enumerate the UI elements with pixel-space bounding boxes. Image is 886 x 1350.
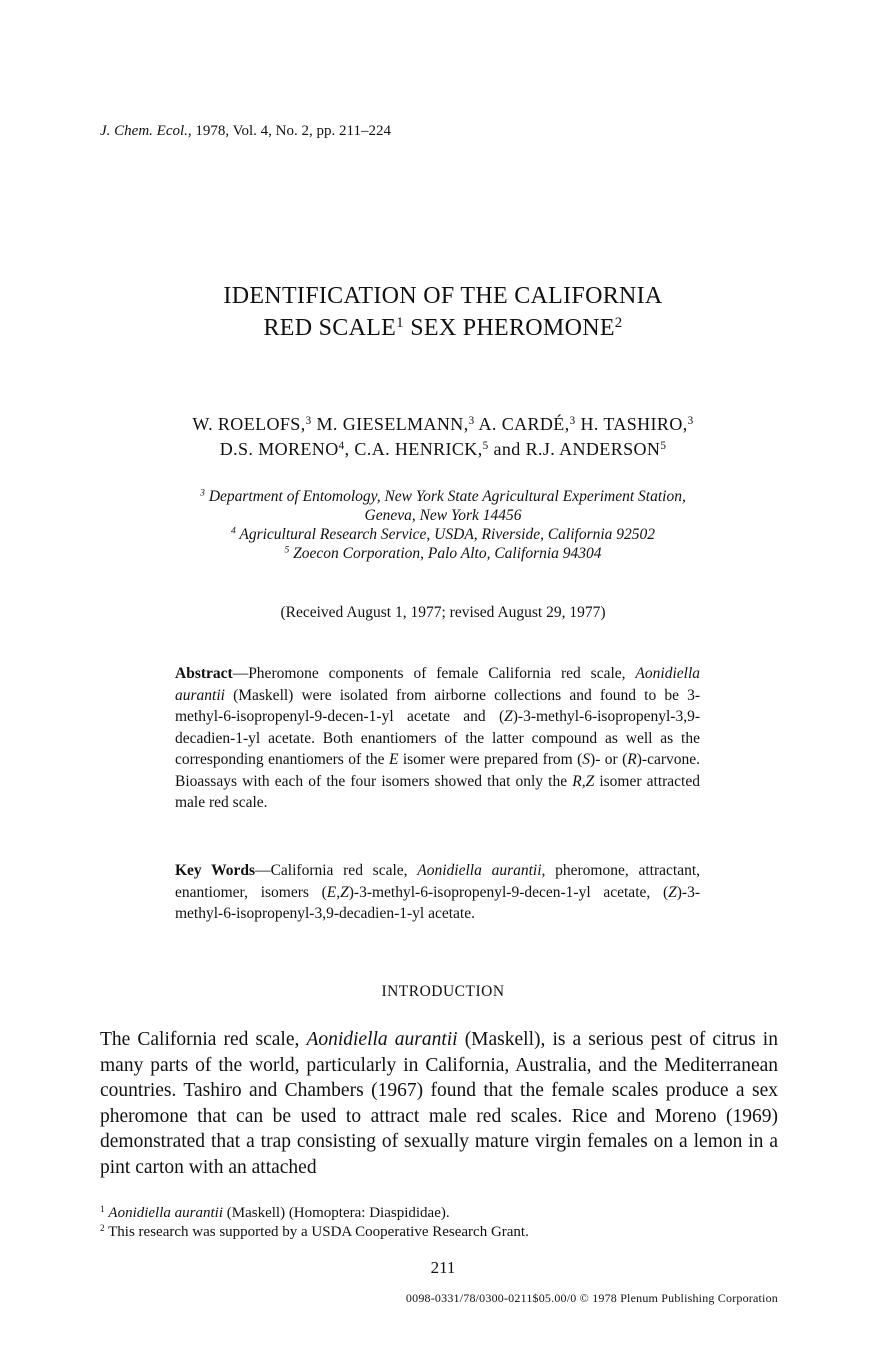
title-line-2: RED SCALE$^1$ SEX PHEROMONE$^2$ — [263, 314, 623, 341]
footnote-ref-1: 1 — [396, 314, 404, 331]
key-words: Key Words—California red scale, Aonidiella aurantii, pheromone, attractant, enantiomer, isomers (E,Z)-3-methyl-6-isopropenyl-9-decen-1-yl acetate, (Z)-3-methyl-6-isopropenyl-3,9-decadien-1-yl acetate. — [175, 862, 701, 922]
journal-citation — [100, 123, 391, 140]
citation-details: , 1978, Vol. 4, No. 2, pp. 211–224 — [187, 123, 391, 139]
footnotes — [100, 1204, 778, 1241]
abstract-label: Abstract — [175, 665, 233, 682]
affiliation-4: $^4$ Agricultural Research Service, USDA, Riverside, California 92502 — [230, 525, 656, 543]
abstract: Abstract—Pheromone components of female California red scale, Aonidiella aurantii (Maskell) were isolated from airborne collections and found to be 3-methyl-6-isopropenyl-9-decen-1-yl acetate and (Z)-3-methyl-6-isopropenyl-3,9-decadien-1-yl acetate. Both enantiomers of the latter compound as well as the corresponding enantiomers of the E isomer were prepared from (S)- or (R)-carvone. Bioassays with each of the four isomers showed that only the R,Z isomer attracted male red scale. — [175, 665, 700, 811]
footnote-ref-2: 2 — [614, 314, 623, 331]
affiliation-5: $^5$ Zoecon Corporation, Palo Alto, California 94304 — [284, 544, 602, 562]
affiliations — [0, 487, 886, 563]
footnote-2: $^2$ This research was supported by a USDA Cooperative Research Grant. — [100, 1223, 529, 1240]
paper-title — [0, 280, 886, 344]
footnote-1: $^1$ Aonidiella aurantii (Maskell) (Homoptera: Diaspididae). — [100, 1204, 450, 1221]
introduction-paragraph: The California red scale, Aonidiella aurantii (Maskell), is a serious pest of citrus in many parts of the world, particularly in California, Australia, and the Mediterranean countries. Tashiro and Chambers (1967) found that the female scales produce a sex pheromone that can be used to attract male red scales. Rice and Moreno (1969) demonstrated that a trap consisting of sexually mature virgin females on a lemon in a pint carton with an attached — [100, 1029, 778, 1178]
section-heading-introduction: INTRODUCTION — [381, 983, 505, 1000]
received-dates: (Received August 1, 1977; revised August 29, 1977) — [280, 604, 606, 621]
page-number: 211 — [430, 1258, 456, 1277]
affiliation-3-cont: Geneva, New York 14456 — [364, 507, 522, 524]
key-words-label: Key Words — [175, 862, 256, 879]
copyright-notice: 0098-0331/78/0300-0211$05.00/0 © 1978 Plenum Publishing Corporation — [405, 1291, 778, 1305]
authors-line-1: W. ROELOFS,$^3$ M. GIESELMANN,$^3$ A. CARDÉ,$^3$ H. TASHIRO,$^3$ — [192, 414, 694, 434]
affiliation-3: $^3$ Department of Entomology, New York State Agricultural Experiment Station, — [200, 487, 686, 505]
author-list — [0, 412, 886, 462]
title-line-1: IDENTIFICATION OF THE CALIFORNIA — [223, 283, 663, 309]
authors-line-2: D.S. MORENO$^4$, C.A. HENRICK,$^5$ and R.J. ANDERSON$^5$ — [219, 439, 667, 459]
journal-abbrev: J. Chem. Ecol. — [100, 123, 188, 139]
